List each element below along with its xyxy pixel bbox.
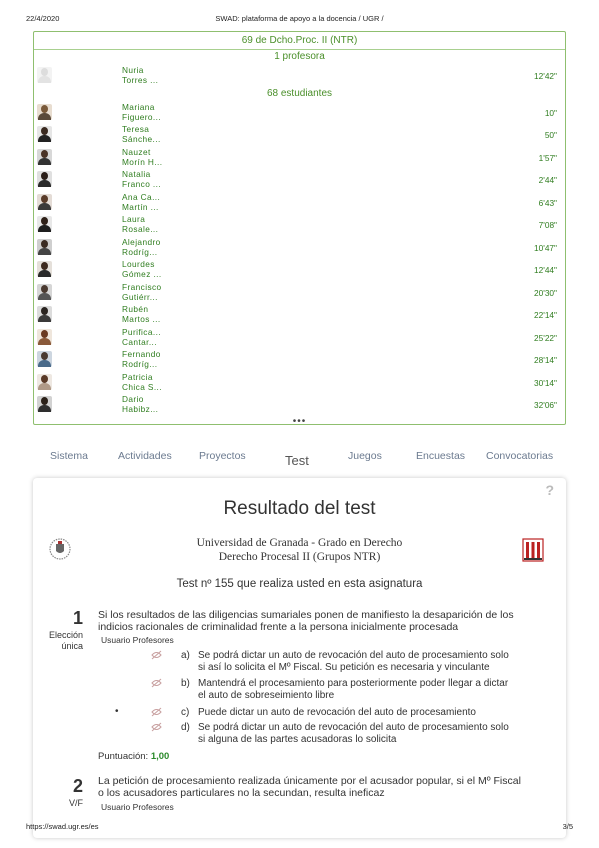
tab-convocatorias[interactable]: Convocatorias — [486, 450, 554, 462]
tab-actividades[interactable]: Actividades — [118, 450, 172, 462]
page-title: Resultado del test — [223, 498, 376, 519]
question-number: 2 — [73, 776, 84, 796]
connected-users-panel — [33, 31, 566, 425]
student-name[interactable]: Teresa Sánche... — [122, 124, 161, 144]
student-name[interactable]: Dario Habibz... — [122, 394, 159, 414]
connected-time: 22'14" — [534, 310, 557, 320]
test-count-info: Test nº 155 que realiza usted en esta asignatura — [176, 578, 423, 590]
test-result-panel — [33, 478, 566, 838]
student-name[interactable]: Nauzet Morín H... — [122, 146, 163, 167]
course-line: Derecho Procesal II (Grupos NTR) — [218, 551, 381, 563]
teacher-row[interactable] — [34, 64, 565, 87]
print-title: SWAD: plataforma de apoyo a la docencia / UGR / — [215, 14, 384, 23]
avatar — [37, 194, 52, 210]
default-avatar-icon — [37, 67, 52, 83]
connected-time: 1'57" — [538, 152, 557, 163]
connected-time: 20'30" — [534, 287, 557, 298]
student-row[interactable] — [34, 123, 565, 146]
student-name[interactable]: Patricia Chica S... — [122, 371, 162, 392]
connected-time: 10'47" — [534, 242, 557, 253]
tab-proyectos[interactable]: Proyectos — [199, 450, 246, 462]
student-row[interactable] — [34, 213, 565, 236]
student-row[interactable] — [34, 101, 565, 124]
question-stem: La petición de procesamiento realizada únicamente por el acusador popular, si el Mº Fiscal o los acusadores particulares no la secundan, resulta ineficaz — [98, 775, 521, 799]
student-row[interactable] — [34, 393, 565, 416]
course-connected-title[interactable]: 69 de Dcho.Proc. II (NTR) — [34, 32, 565, 50]
question-user-label: Usuario Profesores — [101, 802, 174, 812]
institution-info — [33, 536, 566, 564]
tab-juegos[interactable]: Juegos — [348, 450, 382, 462]
wrong-answer-icon — [151, 722, 162, 732]
degree-line: Universidad de Granada - Grado en Derecho — [196, 537, 403, 549]
connected-time: 7'08" — [538, 220, 557, 230]
question-number: 1 — [73, 608, 84, 628]
main-tabs — [33, 450, 566, 472]
print-header — [26, 14, 573, 26]
avatar — [37, 329, 52, 345]
avatar — [37, 216, 52, 232]
question-type: V/F — [68, 798, 83, 808]
student-list — [34, 101, 565, 416]
avatar — [37, 306, 52, 322]
wrong-answer-icon — [151, 650, 162, 660]
connected-time: 28'14" — [534, 355, 557, 365]
question-stem: Si los resultados de las diligencias sumariales ponen de manifiesto la desaparición de los indicios racionales de criminalidad frente a la persona inicialmente procesada — [98, 609, 514, 633]
connected-time: 25'22" — [534, 332, 557, 343]
connected-time: 30'14" — [534, 377, 557, 388]
connected-time: 12'44" — [534, 265, 557, 275]
answer-option-d: d) Se podrá dictar un auto de revocación del auto de procesamiento solo si alguna de las partes acusadoras lo solicita — [181, 722, 509, 745]
student-row[interactable] — [34, 236, 565, 259]
student-name[interactable]: Laura Rosale... — [122, 214, 159, 234]
student-row[interactable] — [34, 303, 565, 326]
student-name[interactable]: Mariana Figuero... — [122, 101, 162, 122]
connected-time: 12'42" — [534, 71, 557, 81]
tab-test[interactable]: Test — [285, 453, 309, 468]
avatar — [37, 126, 52, 142]
teacher-name[interactable]: Nuria Torres ... — [122, 65, 159, 85]
student-name[interactable]: Alejandro Rodríg... — [122, 236, 161, 257]
student-name[interactable]: Lourdes Gómez ... — [122, 259, 162, 279]
avatar — [37, 104, 52, 120]
connected-time: 50" — [544, 130, 557, 140]
avatar — [37, 374, 52, 390]
student-name[interactable]: Fernando Rodríg... — [122, 349, 161, 369]
student-row[interactable] — [34, 371, 565, 394]
student-name[interactable]: Ana Ca... Martín ... — [122, 191, 161, 212]
more-users-button[interactable]: ••• — [292, 415, 307, 427]
student-row[interactable] — [34, 326, 565, 349]
student-row[interactable] — [34, 168, 565, 191]
avatar — [37, 261, 52, 277]
question-score: Puntuación: 1,00 — [98, 751, 170, 762]
student-name[interactable]: Purifica... Cantar... — [122, 326, 161, 347]
student-name[interactable]: Francisco Gutiérr... — [122, 281, 162, 302]
tab-encuestas[interactable]: Encuestas — [416, 450, 466, 462]
student-row[interactable] — [34, 348, 565, 371]
question-user-label: Usuario Profesores — [101, 635, 174, 645]
avatar — [37, 239, 52, 255]
connected-time: 10" — [544, 107, 557, 118]
teachers-label: 1 profesora — [274, 51, 325, 62]
selected-answer-bullet: • — [115, 706, 119, 717]
help-icon[interactable]: ? — [545, 482, 554, 498]
answer-option-c: c) Puede dictar un auto de revocación del auto de procesamiento — [181, 707, 476, 718]
score-value: 1,00 — [150, 751, 170, 762]
avatar — [37, 284, 52, 300]
correct-answer-icon — [151, 707, 162, 717]
student-name[interactable]: Rubén Martos ... — [122, 304, 161, 324]
connected-time: 2'44" — [538, 175, 557, 185]
print-date: 22/4/2020 — [26, 14, 60, 23]
student-row[interactable] — [34, 146, 565, 169]
student-row[interactable] — [34, 191, 565, 214]
print-url: https://swad.ugr.es/es — [26, 822, 99, 831]
wrong-answer-icon — [151, 678, 162, 688]
student-name[interactable]: Natalia Franco ... — [122, 169, 162, 189]
students-label: 68 estudiantes — [266, 87, 333, 99]
connected-time: 6'43" — [538, 197, 557, 208]
student-row[interactable] — [34, 281, 565, 304]
avatar — [37, 396, 52, 412]
avatar — [37, 171, 52, 187]
print-page-number: 3/5 — [562, 822, 573, 831]
question-type: Elección única — [48, 630, 83, 651]
tab-sistema[interactable]: Sistema — [50, 450, 88, 462]
print-footer — [26, 822, 573, 834]
answer-option-a: a) Se podrá dictar un auto de revocación del auto de procesamiento solo si así lo solicita el Mº Fiscal. Su petición es necesaria y vinculante — [181, 650, 509, 673]
avatar — [37, 149, 52, 165]
student-row[interactable] — [34, 258, 565, 281]
avatar — [37, 351, 52, 367]
answer-option-b: b) Mantendrá el procesamiento para posteriormente poder llegar a dictar el auto de sobreseimiento libre — [181, 678, 509, 701]
connected-time: 32'06" — [534, 400, 557, 410]
